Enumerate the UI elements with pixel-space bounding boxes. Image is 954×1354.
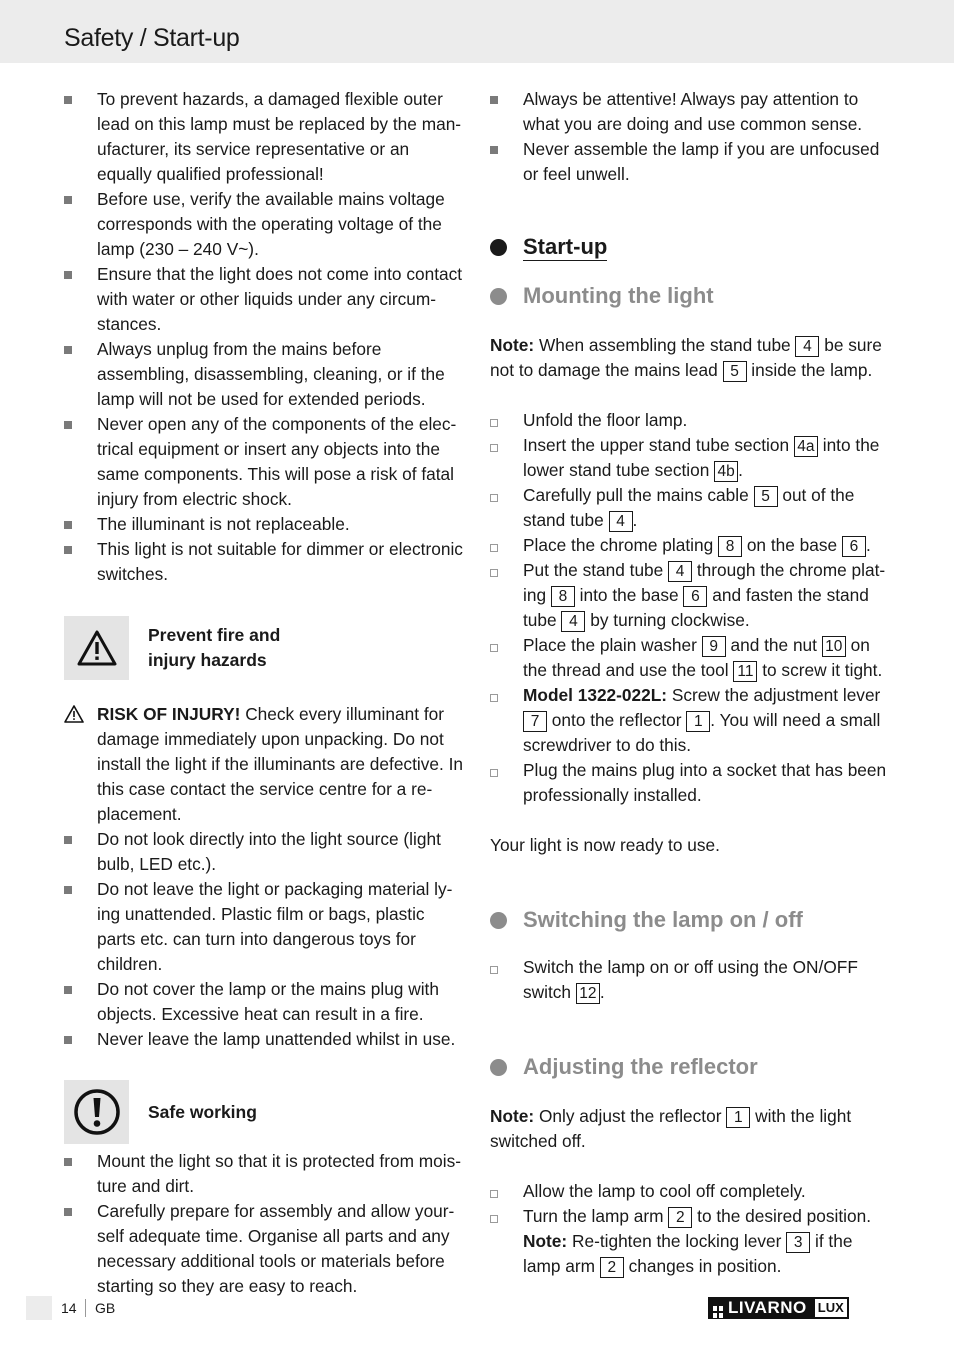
hollow-square-bullet-icon (490, 633, 510, 658)
part-number-box: 8 (551, 586, 575, 607)
heading-dot-icon (490, 1059, 507, 1076)
warning-triangle-icon (64, 616, 129, 680)
reflector-heading: Adjusting the reflector (490, 1052, 890, 1082)
part-number-box: 8 (718, 536, 742, 557)
part-number-box: 9 (702, 636, 726, 657)
step-item: Unfold the floor lamp. (490, 408, 890, 433)
square-bullet-icon (490, 87, 510, 112)
hollow-square-bullet-icon (490, 533, 510, 558)
square-bullet-icon (490, 137, 510, 162)
list-item: Never open any of the components of the elec-trical equipment or insert any objects into the same components. This will pose a risk of fatal injury from electric shock. (64, 412, 466, 512)
part-number-box: 5 (754, 486, 778, 507)
square-bullet-icon (64, 1027, 84, 1052)
part-number-box: 1 (726, 1107, 750, 1128)
square-bullet-icon (64, 1149, 84, 1174)
part-number-box: 2 (600, 1257, 624, 1278)
part-number-box: 10 (822, 636, 846, 657)
hollow-square-bullet-icon (490, 408, 510, 433)
part-number-box: 11 (733, 661, 757, 682)
list-item: To prevent hazards, a damaged flexible outer lead on this lamp must be replaced by the man-ufacturer, its service representative or an equally qualified professional! (64, 87, 466, 187)
safe-working-list (64, 1149, 466, 1299)
hollow-square-bullet-icon (490, 433, 510, 458)
safe-working-title: Safe working (148, 1101, 257, 1122)
safe-working-box (64, 1080, 466, 1144)
startup-heading: Start-up (490, 234, 890, 261)
part-number-box: 6 (842, 536, 866, 557)
list-item: The illuminant is not replaceable. (64, 512, 466, 537)
hollow-square-bullet-icon (490, 758, 510, 783)
square-bullet-icon (64, 1199, 84, 1224)
hollow-square-bullet-icon (490, 558, 510, 583)
square-bullet-icon (64, 187, 84, 212)
warning-triangle-icon (64, 705, 84, 730)
language-code: GB (95, 1300, 116, 1316)
part-number-box: 5 (723, 361, 747, 382)
attention-bullet-list (490, 87, 890, 187)
step-item: Put the stand tube 4 through the chrome plat-ing 8 into the base 6 and fasten the stand tube 4 by turning clockwise. (490, 558, 890, 633)
safety-bullet-list (64, 87, 466, 587)
step-item: Switch the lamp on or off using the ON/OFF switch 12 . (490, 955, 890, 1005)
brand-logo (708, 1297, 849, 1319)
reflector-sub-note: Note: Re-tighten the locking lever 3 if the lamp arm 2 changes in position. (523, 1231, 853, 1276)
hollow-square-bullet-icon (490, 1204, 510, 1229)
exclamation-circle-icon (64, 1080, 129, 1144)
reflector-note: Note: Only adjust the reflector 1 with the light switched off. (490, 1106, 852, 1151)
brand-sub: LUX (813, 1297, 849, 1319)
step-item: Turn the lamp arm 2 to the desired position. Note: Re-tighten the locking lever 3 if the lamp arm 2 changes in position. (490, 1204, 890, 1279)
part-number-box: 4 (668, 561, 692, 582)
list-item: Mount the light so that it is protected from mois-ture and dirt. (64, 1149, 466, 1199)
part-number-box: 4 (795, 336, 819, 357)
heading-dot-icon (490, 239, 507, 256)
hollow-square-bullet-icon (490, 955, 510, 980)
page-number: 14 (61, 1300, 77, 1316)
brand-name: LIVARNO (728, 1298, 807, 1317)
ready-text: Your light is now ready to use. (490, 835, 720, 855)
part-number-box: 6 (683, 586, 707, 607)
risk-of-injury-paragraph: RISK OF INJURY! Check every illuminant for damage immediately upon unpacking. Do not install the light if the illuminants are defective. In this case contact the service centre for a re-placement. (64, 702, 466, 827)
square-bullet-icon (64, 537, 84, 562)
list-item: Do not leave the light or packaging material ly-ing unattended. Plastic film or bags, plastic parts etc. can turn into dangerous toys for children. (64, 877, 466, 977)
part-number-box: 4a (794, 436, 818, 457)
heading-dot-icon (490, 912, 507, 929)
part-number-box: 4 (561, 611, 585, 632)
list-item: Do not look directly into the light source (light bulb, LED etc.). (64, 827, 466, 877)
list-item: Always unplug from the mains before assembling, disassembling, cleaning, or if the lamp will not be used for extended periods. (64, 337, 466, 412)
mounting-note: Note: When assembling the stand tube 4 be sure not to damage the mains lead 5 inside the lamp. (490, 335, 882, 380)
list-item: Ensure that the light does not come into contact with water or other liquids under any circum-stances. (64, 262, 466, 337)
list-item: Never leave the lamp unattended whilst in use. (64, 1027, 466, 1052)
part-number-box: 2 (668, 1207, 692, 1228)
square-bullet-icon (64, 337, 84, 362)
reflector-steps (490, 1179, 890, 1279)
square-bullet-icon (64, 977, 84, 1002)
heading-dot-icon (490, 288, 507, 305)
fire-hazard-box (64, 616, 466, 680)
step-item: Model 1322-022L: Screw the adjustment lever 7 onto the reflector 1 . You will need a small screwdriver to do this. (490, 683, 890, 758)
step-item: Carefully pull the mains cable 5 out of the stand tube 4 . (490, 483, 890, 533)
list-item: Carefully prepare for assembly and allow your-self adequate time. Organise all parts and any necessary additional tools or materials before starting so they are easy to reach. (64, 1199, 466, 1299)
square-bullet-icon (64, 87, 84, 112)
footer-divider (85, 1299, 86, 1317)
switching-steps (490, 955, 890, 1005)
square-bullet-icon (64, 877, 84, 902)
list-item: Never assemble the lamp if you are unfocused or feel unwell. (490, 137, 890, 187)
step-item: Plug the mains plug into a socket that has been professionally installed. (490, 758, 890, 808)
square-bullet-icon (64, 512, 84, 537)
step-item: Allow the lamp to cool off completely. (490, 1179, 890, 1204)
hazard-bullet-list (64, 827, 466, 1052)
mounting-heading: Mounting the light (490, 281, 890, 311)
list-item: Before use, verify the available mains voltage corresponds with the operating voltage of the lamp (230 – 240 V~). (64, 187, 466, 262)
part-number-box: 12 (576, 983, 600, 1004)
list-item: This light is not suitable for dimmer or electronic switches. (64, 537, 466, 587)
mounting-steps (490, 408, 890, 808)
hollow-square-bullet-icon (490, 683, 510, 708)
right-column (490, 87, 890, 1279)
square-bullet-icon (64, 827, 84, 852)
square-bullet-icon (64, 262, 84, 287)
list-item: Always be attentive! Always pay attention to what you are doing and use common sense. (490, 87, 890, 137)
step-item: Place the plain washer 9 and the nut 10 on the thread and use the tool 11 to screw it tight. (490, 633, 890, 683)
hollow-square-bullet-icon (490, 1179, 510, 1204)
page-header (0, 0, 954, 63)
footer-marker (26, 1296, 52, 1320)
square-bullet-icon (64, 412, 84, 437)
part-number-box: 4 (609, 511, 633, 532)
fire-hazard-title: Prevent fire and injury hazards (148, 625, 281, 670)
part-number-box: 1 (686, 711, 710, 732)
part-number-box: 3 (786, 1232, 810, 1253)
page-title: Safety / Start-up (64, 24, 240, 52)
switching-heading: Switching the lamp on / off (490, 905, 890, 935)
step-item: Insert the upper stand tube section 4a into the lower stand tube section 4b . (490, 433, 890, 483)
logo-mark-icon (713, 1302, 723, 1314)
part-number-box: 7 (523, 711, 547, 732)
step-item: Place the chrome plating 8 on the base 6 . (490, 533, 890, 558)
list-item: Do not cover the lamp or the mains plug with objects. Excessive heat can result in a fire. (64, 977, 466, 1027)
left-column (64, 87, 466, 1299)
part-number-box: 4b (714, 461, 738, 482)
hollow-square-bullet-icon (490, 483, 510, 508)
